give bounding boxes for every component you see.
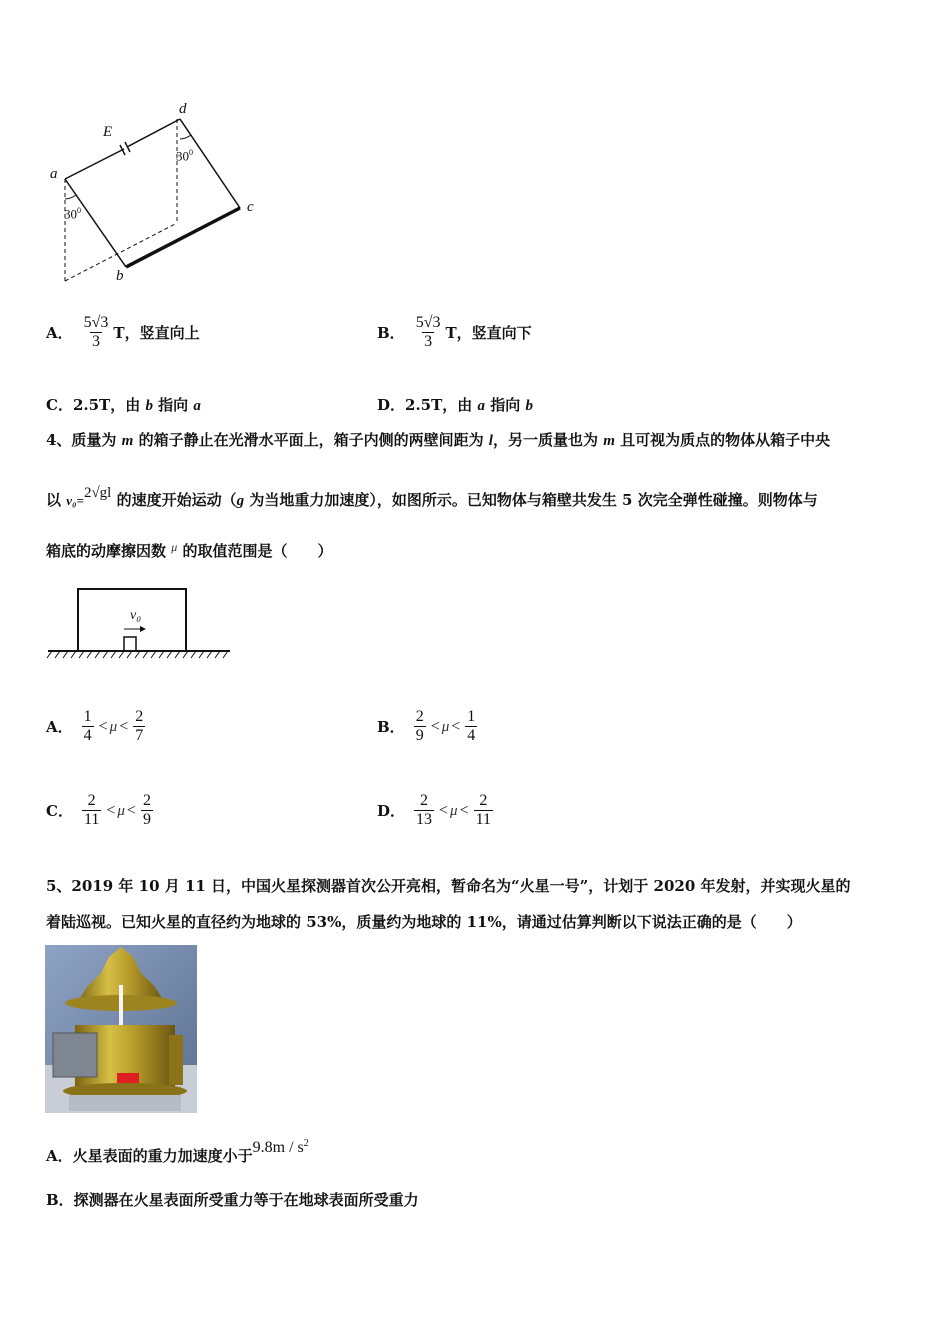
- angle-d-label: $30^0$: [176, 148, 193, 164]
- fraction: $\frac{2}{7}$: [135, 708, 144, 744]
- angle-a-label: $30^0$: [64, 206, 81, 222]
- q5-line-2: 着陆巡视。已知火星的直径约为地球的 53%，质量约为地球的 11%，请通过估算判断以下说法正确的是（ ）: [46, 913, 802, 931]
- box-figure: [44, 585, 234, 665]
- q5-option-a[interactable]: A．火星表面的重力加速度小于$9.8m / s^2$: [46, 1138, 309, 1165]
- q4-option-a[interactable]: A． $\frac{1}{4}$ < μ < $\frac{2}{7}$: [46, 708, 144, 744]
- fraction: $\frac{2}{11}$: [83, 792, 100, 828]
- q3-option-c[interactable]: C．2.5T，由 b 指向 a: [46, 396, 201, 414]
- q4-line-3: 箱底的动摩擦因数 $^\mu$ 的取值范围是（ ）: [46, 540, 333, 560]
- q3-option-d[interactable]: D．2.5T，由 a 指向 b: [377, 396, 533, 414]
- fraction: $\frac{1}{4}$: [467, 708, 476, 744]
- label-d: d: [179, 101, 187, 117]
- q4-line-2: 以 v₀=2√gl 的速度开始运动（g 为当地重力加速度），如图所示。已知物体与箱壁共发生 5 次完全弹性碰撞。则物体与: [46, 485, 818, 509]
- mars-probe-photo: [45, 945, 197, 1113]
- q4-option-d[interactable]: D． $\frac{2}{13}$ < μ < $\frac{2}{11}$: [377, 792, 492, 828]
- q4-option-b[interactable]: B． $\frac{2}{9}$ < μ < $\frac{1}{4}$: [377, 708, 476, 744]
- q5-option-b[interactable]: B．探测器在火星表面所受重力等于在地球表面所受重力: [46, 1191, 419, 1209]
- q4-line-1: 4、质量为 m 的箱子静止在光滑水平面上，箱子内侧的两壁间距为 l，另一质量也为 m 且可视为质点的物体从箱子中央: [46, 431, 831, 449]
- circuit-figure: [40, 95, 270, 295]
- fraction: $\frac{1}{4}$: [83, 708, 92, 744]
- q4-option-c[interactable]: C． $\frac{2}{11}$ < μ < $\frac{2}{9}$: [46, 792, 151, 828]
- q3-option-b[interactable]: B． $\frac{5√3}{3}$ T，竖直向下: [377, 314, 532, 350]
- label-a: a: [50, 166, 58, 182]
- fraction: $\frac{2}{9}$: [142, 792, 151, 828]
- v0-label: v₀: [130, 608, 142, 623]
- fraction: $\frac{2}{9}$: [415, 708, 424, 744]
- label-b: b: [116, 268, 124, 284]
- fraction: $\frac{2}{13}$: [416, 792, 433, 828]
- q3-option-a[interactable]: A． $\frac{5√3}{3}$ T，竖直向上: [46, 314, 200, 350]
- fraction: $\frac{5√3}{3}$: [415, 314, 441, 350]
- label-E: E: [103, 124, 113, 140]
- fraction: $\frac{5√3}{3}$: [83, 314, 109, 350]
- fraction: $\frac{2}{11}$: [475, 792, 492, 828]
- label-c: c: [247, 199, 254, 215]
- q5-line-1: 5、2019 年 10 月 11 日，中国火星探测器首次公开亮相，暂命名为“火星一号”，计划于 2020 年发射，并实现火星的: [46, 877, 851, 895]
